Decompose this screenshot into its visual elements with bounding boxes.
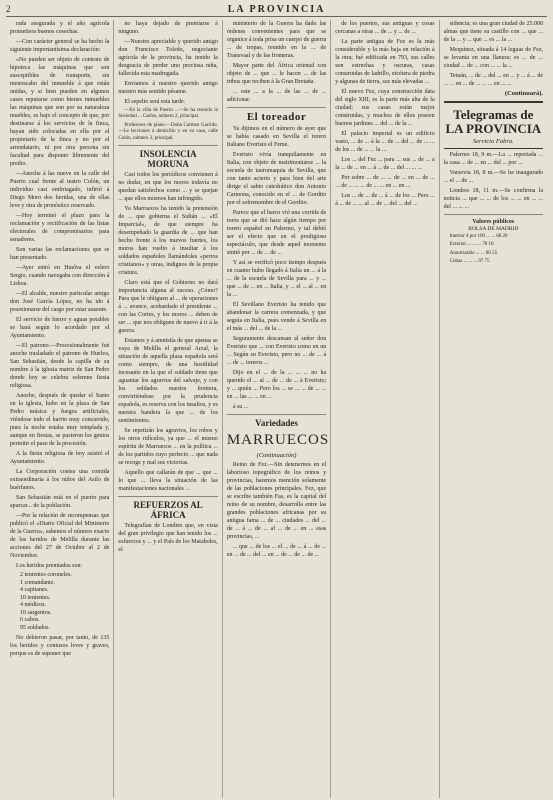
paragraph: Estamos y á amnistía de que apenas se vaya de Melilla el general Arzal, la situación de aquella plaza española será como siempre, de una hostilidad incesante en la que el soldado tiene que aguantar los agravios del salvaje, y con los soldados nuestra frontera, convirtiéndose por la prudencia española, es reserva con los insultos, y es nuestra bandera la que ... de los sentimientos. xyxy=(118,338,218,425)
list-item: 95 soldados. xyxy=(20,624,50,631)
paragraph: ... que ... de los ... el ... de ... á ... de ... en ... de ... del ... en ... de ... de ... de ... xyxy=(226,544,327,558)
paragraph: Everisto vivía tranquilamente en Italia, con objeto de matrimoniarse ... la escuela de tauromaquia de Sevilla, que con tanto acierto y para bien del arte dirige el sabio catedrático don Antonio Carmona, conocido en el ... de Gordito por el sobrenombre de el Gordito. xyxy=(226,152,327,206)
paragraph: á su ... xyxy=(232,404,249,410)
paragraph: Y así se verificó poco tiempo después en cuanto hubo llegado á Italia un ... á la ... de la escuela de Sevilla para ... y ... que ... de ... en ... Italia, y ... el ... al ... en la ... xyxy=(226,260,327,298)
paragraph: Varsovia 18, 8 m.—Se ha inaugurado ... el ... de ... xyxy=(443,170,544,184)
wounded-list xyxy=(20,572,109,632)
paragraph: —El alcalde, nuestro particular amigo don José García López, no ha ido á posesionarse del cargo por estar ausente. xyxy=(10,291,110,313)
paragraph: rada asegurada y el año agrícola prometiera buenos cosechas. xyxy=(10,21,110,35)
stock-line: Exterior ... ... ... 78 10 xyxy=(449,242,494,248)
telegrams-header xyxy=(444,101,543,149)
column-5 xyxy=(440,20,547,798)
paragraph: Los ... de ... de ... á ... de los ... Pero ... á ... de ... ... al ... de ... del ... del ... xyxy=(335,193,435,207)
divider xyxy=(227,414,326,415)
paragraph: Enviamos á nuestro querido amigo nuestro más sentido pésame. xyxy=(118,81,218,95)
paragraph: A la fiesta religiosa de hoy asistió el Ayuntamiento. xyxy=(10,451,110,465)
paragraph: Claro está que el Gobierno no dará importancia alguna al suceso. ¿Cómo? Para que le obliguen al ... de operaciones á ... avance, acobardado el presidente ... con las Cortes, y los moros ... deben de ser ... que nos obliguen de nuevo á ir á la guerra. xyxy=(118,280,218,335)
divider xyxy=(227,107,326,108)
telegrams-service: Servicio Fabra. xyxy=(472,138,514,145)
article-heading: El toreador xyxy=(246,111,307,123)
divider xyxy=(118,496,217,497)
paragraph: Aquello que callarán de que ... que ... lo que ... lleva la situación de las manifestaciones nacionales ... xyxy=(118,470,218,493)
paragraph: La Corporación costea una comida extraordinaria á los niños del Asilo de huérfanos. xyxy=(10,469,110,491)
paragraph: de los puertos, sus antiguas y cosas cercanas a otras ... de ... y ... de ... xyxy=(335,21,435,35)
paragraph: —Anoche á las nueve en la calle del Puerto cual frente al teatro Colón, un individuo casi embriagado, infirió á Diego Moro dos heridas, una de ellas leve y otra de pronóstico reservado. xyxy=(10,171,110,209)
divider xyxy=(118,145,217,146)
list-item: 10 tenientes. xyxy=(20,594,51,601)
list-item: 2 tenientes coroneles. xyxy=(20,572,72,578)
paragraph: El sepelio será esta tarde. xyxy=(124,99,186,105)
column-4 xyxy=(331,20,439,798)
list-item: 1 comandante. xyxy=(20,579,55,586)
paragraph: Palermo 18, 9 m.—La ... reportada ... la casa ... de ... en ... del ... por ... xyxy=(443,152,544,166)
paragraph: Ya Marruecos ha tenido la pretensión de ... que gobierna el Sultán ... «El Imparcial», de que siempre ha desempeñado la guardia de ... que han hecho frente á los nuevos fuertes, los moros han vuelto á insultar á los soldados españoles llamándoles «perros cristianos» y otras, indignos de la propia criatura. xyxy=(118,206,218,277)
divider xyxy=(444,214,543,215)
page-number-left: 2 xyxy=(6,4,11,14)
telegrams-title: Telegramas de LA PROVINCIA xyxy=(445,107,542,136)
paragraph: Londres 18, 11 m.—Se confirma la noticia ... que ... ... de los ... ... en ... ... del ... ... ... xyxy=(443,188,544,210)
columns xyxy=(6,20,547,798)
paragraph: El nuevo Fez, cuya construcción data del siglo XIII, es la parte más alta de la ciudad; sus casas están mejor construidas, y muchos de ellos poseen buenos jardines ... del ... de la ... xyxy=(335,89,435,127)
list-item: 10 sargentos. xyxy=(20,609,52,616)
column-2 xyxy=(114,20,222,798)
stock-line: Cubas ... ... ... 97 75 xyxy=(449,259,490,265)
paragraph: El servicio de hierro y aguas potables se hará según lo acordado por el Ayuntamiento. xyxy=(10,317,110,339)
newspaper-title: LA PROVINCIA xyxy=(227,3,326,15)
column-1 xyxy=(6,20,114,798)
paragraph: San Sebastián está en el puerto para aparcar... de la población. xyxy=(10,495,110,509)
paragraph: Los ... del Fez ... para ... sus ... de ... a la ... de ... en ... á ... de ... del ... ... ... xyxy=(335,157,435,171)
paragraph: Por sobre ... de ... ... de ... en ... de ... ... de ... ... ... de ... ... en ... en ... xyxy=(335,175,435,189)
paragraph: ... este ... a la ... de las ... de ... adicionar. xyxy=(226,89,327,103)
notice: —En la villa de Puerto ...—Se ha reunido la Sociedad ... Carlos, número 2, principal. xyxy=(118,108,218,120)
stock-section-title: Valores públicos xyxy=(472,219,515,225)
paragraph: Ya dijimos en el número de ayer que se había casado en Sevilla el torero Italiano Everisto el Feme. xyxy=(226,126,327,148)
list-item: 6 cabos. xyxy=(20,617,40,623)
paragraph: —Ayer entró en Huelva el velero Sergio, cuando navegaba con dirección á Lisboa. xyxy=(10,265,110,287)
paragraph: sidencia; es una gran ciudad de 25.000 almas que tiene su castillo con ... que ... de la ... y ... que ... es ... la ... xyxy=(443,21,544,43)
masthead xyxy=(6,2,547,17)
paragraph: —Nuestro apreciable y querido amigo don Francisco Toledo, negociante agrícola de la provincia, ha tenido la desgracia de perder uno preciosa niña, fallecida esta madrugada. xyxy=(118,39,218,77)
paragraph: Mayor parte del África oriental con objeto de ... que ... le hacen ... de las tribus que reciben á la Gran Bretaña. xyxy=(226,63,327,85)
paragraph: El palacio imperial es un edificio vasto, ... de ... á la ... de ... del ... de ... ... de los ... de ... ... la ... xyxy=(335,131,435,153)
paragraph: —El patrono.—Procesionalmente fué anoche trasladado el patrono de Huelva, San Sebastián, desde la capilla de su nombre á la iglesia matriz de San Pedro donde hoy se celebra solemne fiesta religiosa. xyxy=(10,343,110,389)
paragraph: Mequinez, situada á 14 leguas de Fez, se levanta en una llanura; es ... de ... ciudad ... de ... con ... ... la ... xyxy=(443,47,544,69)
section-heading: Variedades xyxy=(255,418,298,428)
paragraph: Parece que el barco vió una corrida de toros que se dió hace algún tiempo por torero español en Palermo, y tal debió ser el efecto que en el prodigioso espectáculo, que desde aquel momento sintió por ... de ... de ... xyxy=(226,210,327,256)
list-item: 4 médicos. xyxy=(20,602,46,608)
paragraph: Telegrafían de Londres que, en vista del gran privilegio que han tenido los ... esfuerzos y ... y el País de los Mataboles, el xyxy=(118,523,218,554)
paragraph: Son varias las reclamaciones que se han presentado. xyxy=(10,247,110,261)
paragraph: No debieron pasar, por tanto, de 135 los heridos y contusos leves y graves, porque es de suponer que xyxy=(10,635,110,657)
article-heading: INSOLENCIA MORUNA xyxy=(139,149,197,170)
paragraph: —Con carácter general se ha hecho la siguiente importantísima declaración: xyxy=(10,39,110,53)
paragraph: ministerio de la Guerra ha dado las órdenes convenientes para que se organice á toda prisa un cuerpo de guerra ... de tropas, reunido en la ... de Transvaal y de las fronteras. xyxy=(226,21,327,59)
paragraph: Dijo en el ... de la ... ... ... no ha querido el ... al ... de ... de ... á Everisto; y ... quién ... Pero los ... se ... ... de ... ... en ... las ... ... en ... xyxy=(226,370,327,400)
paragraph: no haya dejado de premiarse á ninguno. xyxy=(118,21,218,35)
paragraph: —Hoy terminó el plazo para la reclamación y rectificación de las listas electorales de compromisarios para senadores. xyxy=(10,213,110,243)
list-item: 4 capitanes. xyxy=(20,587,49,593)
stock-line: Amortizable ... ... 80 55 xyxy=(449,250,498,256)
column-3 xyxy=(223,20,331,798)
paragraph: Se repetirán los agravios, los robos y los otros ridículos, ya que ... el mismo espíritu de Marruecos ... en la política ... de los partidos cuyo perfecto ... que nada se recoge y mal sus victorias. xyxy=(118,428,218,467)
paragraph: Seguramente descansan al señor don Everisto que ... con Everisto como en un ... Según su Everisto, pero no ... de ... á ... de ... toreros ... xyxy=(226,336,327,366)
notice: Profesores de piano.—Doña Carmen Garrido.—Le lecciones á domicilio y en su casa, calle Colón, número 3, principal. xyxy=(118,122,218,141)
stock-line: Interior 4 por 100 ... ... 68 20 xyxy=(449,234,508,239)
article-heading: REFUERZOS AL ÁFRICA xyxy=(133,500,203,521)
paragraph: Reino de Fez.—Sin detenernos en el laborioso topográfico de los reinos y provincias, haremos mención solamente de las poblaciones principales. Fez, que se escribe también Fas, es la capital del reino de su nombre, desarrolla entre las grandes poblaciones africanas por su antigua fama ... de ... ciudades ... del ... de ... á ... de ... al ... de ... en ... esas provincias, ... xyxy=(226,462,327,540)
stock-section-subtitle: BOLSA DE MADRID xyxy=(468,226,519,232)
paragraph: Casi todos los periódicos convienen á no dudar, en que los moros todavía no quedan satisfechos como ... y se quejan ... que ellos mismos han infringido. xyxy=(118,172,218,203)
article-subheading: (Continuación) xyxy=(256,452,297,459)
continued-note: (Continuará). xyxy=(504,90,544,97)
paragraph: Tetuán, ... de ... del ... en ... y ... á ... de ... ... en ... de ... ... ... en ... ... xyxy=(443,73,544,87)
paragraph: El Sevillano Everisto ha tenido que abandonar la carrera comenzada, y que seguía en Italia, pues vende á Sevilla en el más ... del ... de la ... xyxy=(226,302,327,332)
paragraph: La parte antigua de Fez es la más considerable y la más baja en relación á la otra; fué edificada en 793, sus calles son estrechas y oscuras, casas construidas de ladrillo, etcétera de piedra y algunas de tierra, sus más elevadas ... xyxy=(335,39,435,85)
paragraph: «No pueden ser objeto de contrato de hipoteca las máquinas que son susceptibles de transporte, sin menoscabo del inmueble á que están unidas, y si bien pueden en algunos casos reputarse como bienes inmuebles las máquinas que son por su naturaleza muebles, es bajo el concepto de que, por destinarse á los servicios de la finca, hayan sido colocadas en ella por el propietario de la finca y no por el arrendatario, ni por otra persona sin facultad para disponer libremente del predio. xyxy=(10,57,110,167)
paragraph: Anoche, después de quedar el Santo en la iglesia, hubo en la plaza de San Pedro música y fuegos artificiales, viéndose todo el barrio muy concurrido, pues la noche estaba muy templada y, aunque en fiestas, se pusieron los genios permitir el paso de la procesión. xyxy=(10,393,110,447)
paragraph: Los heridos premiados son: xyxy=(16,563,83,569)
article-heading: MARRUECOS xyxy=(226,432,330,448)
paragraph: —Por la relación de recompensas que publicó el «Diario Oficial del Ministerio de la Guerra», sabemos el número exacto de los heridos de Melilla durante las acciones del 27 de Octubre al 2 de Noviembre. xyxy=(10,513,110,559)
